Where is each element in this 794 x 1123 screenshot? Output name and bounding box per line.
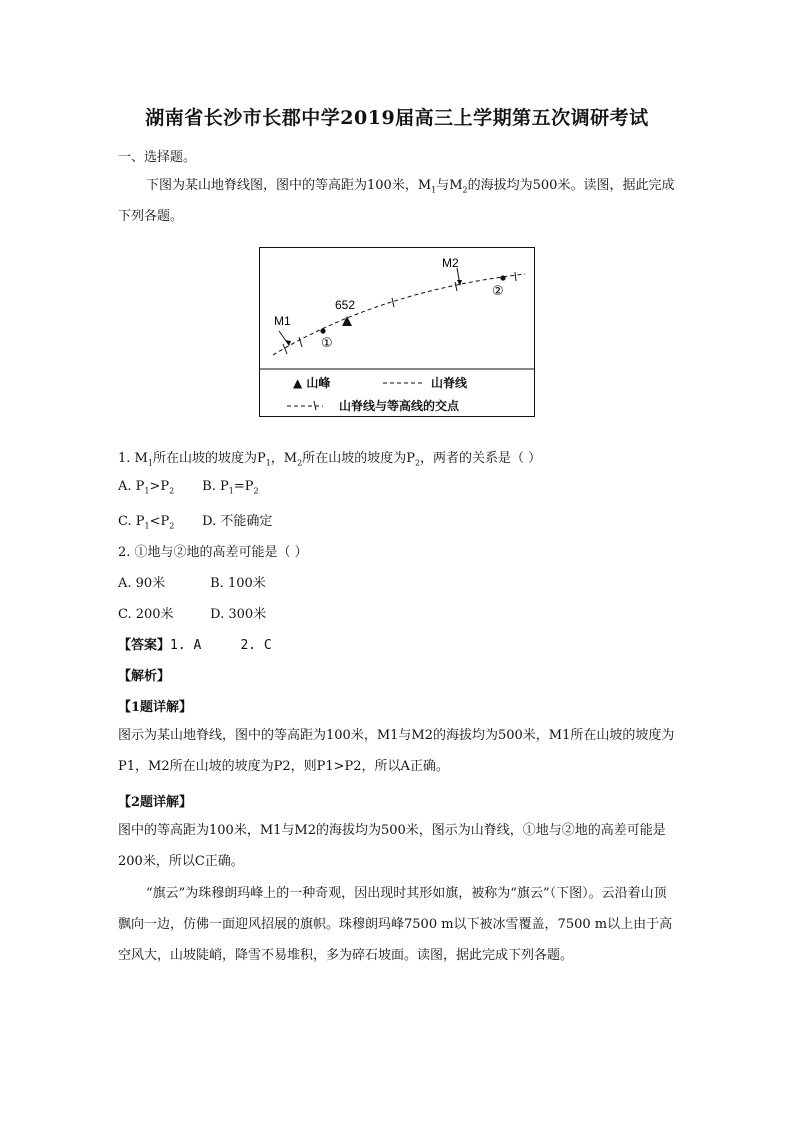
q1-option-a[interactable]: A. $P_1>P_2$ <box>118 479 175 496</box>
label-point-1: ① <box>321 336 333 351</box>
analysis-label: 【解析】 <box>118 669 171 684</box>
ridge-map-svg <box>259 247 535 417</box>
legend-cross: 山脊线与等高线的交点 <box>339 399 460 413</box>
intro-paragraph-1: 下图为某山地脊线图，图中的等高距为100米，$M_1$与$M_2$的海拔均为500米。读图，据此完成下列各题。 <box>118 178 675 224</box>
legend-ridge: 山脊线 <box>431 376 468 390</box>
q2-option-b[interactable]: B. 100米 <box>210 576 266 591</box>
question-2-stem: 2. ①地与②地的高差可能是（ ） <box>118 545 308 560</box>
question-2-options-cd <box>118 603 266 622</box>
point-1-dot <box>320 328 325 333</box>
section-heading: 一、选择题。 <box>118 150 197 165</box>
q1-option-b[interactable]: B. $P_1=P_2$ <box>202 479 259 496</box>
question-2-options-ab <box>118 572 266 591</box>
question-1-stem: 1. $M_1$所在山坡的坡度为$P_1$，$M_2$所在山坡的坡度为$P_2$，两者的关系是（ ） <box>118 451 542 468</box>
q2-option-c[interactable]: C. 200米 <box>118 607 174 622</box>
q2-option-a[interactable]: A. 90米 <box>118 576 166 591</box>
label-m1: M1 <box>274 314 291 328</box>
detail-2-text: 图中的等高距为100米，M1与M2的海拔均为500米，图示为山脊线，①地与②地的高差可能是200米，所以C正确。 <box>118 823 666 869</box>
q1-option-d[interactable]: D. 不能确定 <box>202 514 273 529</box>
label-m2: M2 <box>442 256 459 270</box>
label-peak-elevation: 652 <box>335 298 356 312</box>
question-1-options-cd <box>118 510 272 529</box>
answer-label: 【答案】 <box>118 638 171 653</box>
detail-1-label: 【1题详解】 <box>118 700 193 715</box>
detail-1-text: 图示为某山地脊线，图中的等高距为100米，M1与M2的海拔均为500米，M1所在山坡的坡度为P1，M2所在山坡的坡度为P2，则P1>P2，所以A正确。 <box>118 728 675 774</box>
legend-peak: ▲ 山峰 <box>293 376 331 390</box>
q1-option-c[interactable]: C. $P_1<P_2$ <box>118 514 175 531</box>
answer-line <box>118 634 272 653</box>
figure-frame <box>260 248 535 417</box>
intro-paragraph-2: “旗云”为珠穆朗玛峰上的一种奇观，因出现时其形如旗，被称为“旗云”（下图）。云沿着山顶飘向一边，仿佛一面迎风招展的旗帜。珠穆朗玛峰7500 m以下被冰雪覆盖，7500 m以上由于高空风大，山坡陡峭，降雪不易堆积，多为碎石坡面。读图，据此完成下列各题。 <box>118 886 673 963</box>
detail-2-label: 【2题详解】 <box>118 795 193 810</box>
question-1-options-ab <box>118 479 259 494</box>
label-point-2: ② <box>492 284 504 299</box>
page-title: 湖南省长沙市长郡中学2019届高三上学期第五次调研考试 <box>145 107 649 129</box>
q2-option-d[interactable]: D. 300米 <box>210 607 267 622</box>
answer-text: 1. A 2. C <box>170 638 272 653</box>
ridge-line-figure <box>259 247 535 417</box>
point-2-dot <box>500 275 505 280</box>
